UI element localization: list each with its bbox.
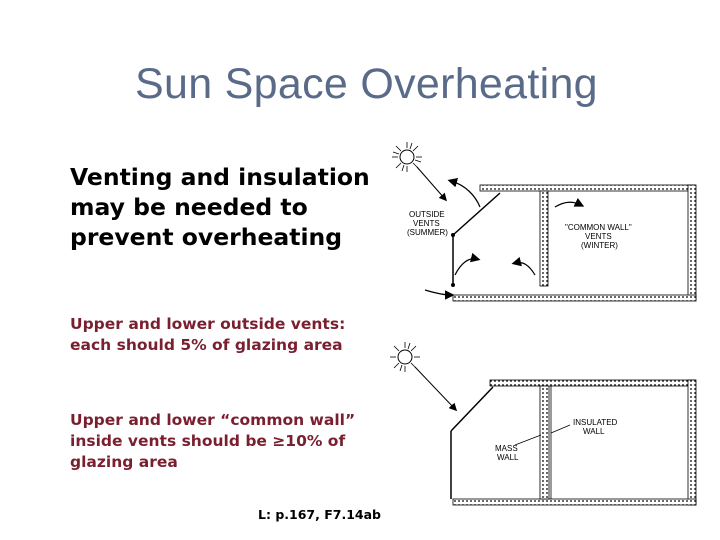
sub-bullet-common-wall-vents: Upper and lower “common wall” inside vents should be ≥10% of glazing area [70,411,356,471]
svg-text:WALL: WALL [583,427,605,436]
slide-title: Sun Space Overheating [135,60,598,108]
label-common-wall-vents: "COMMON WALL" [565,223,632,232]
sub-bullet-outside-vents: Upper and lower outside vents: each should 5% of glazing area [70,315,346,354]
reference-citation: L: p.167, F7.14ab [258,507,381,522]
svg-text:VENTS: VENTS [585,232,612,241]
svg-text:(SUMMER): (SUMMER) [407,228,448,237]
svg-text:VENTS: VENTS [413,219,440,228]
main-bullet: Venting and insulation may be needed to prevent overheating [70,163,370,251]
sunspace-insulated-diagram [385,335,705,510]
label-outside-vents: OUTSIDE [409,210,445,219]
svg-text:(WINTER): (WINTER) [581,241,618,250]
sunspace-vents-diagram [385,135,705,310]
label-insulated-wall: INSULATED [573,418,618,427]
airflow-arrow-icon [425,181,581,295]
svg-text:WALL: WALL [497,453,519,462]
label-mass-wall: MASS [495,444,518,453]
